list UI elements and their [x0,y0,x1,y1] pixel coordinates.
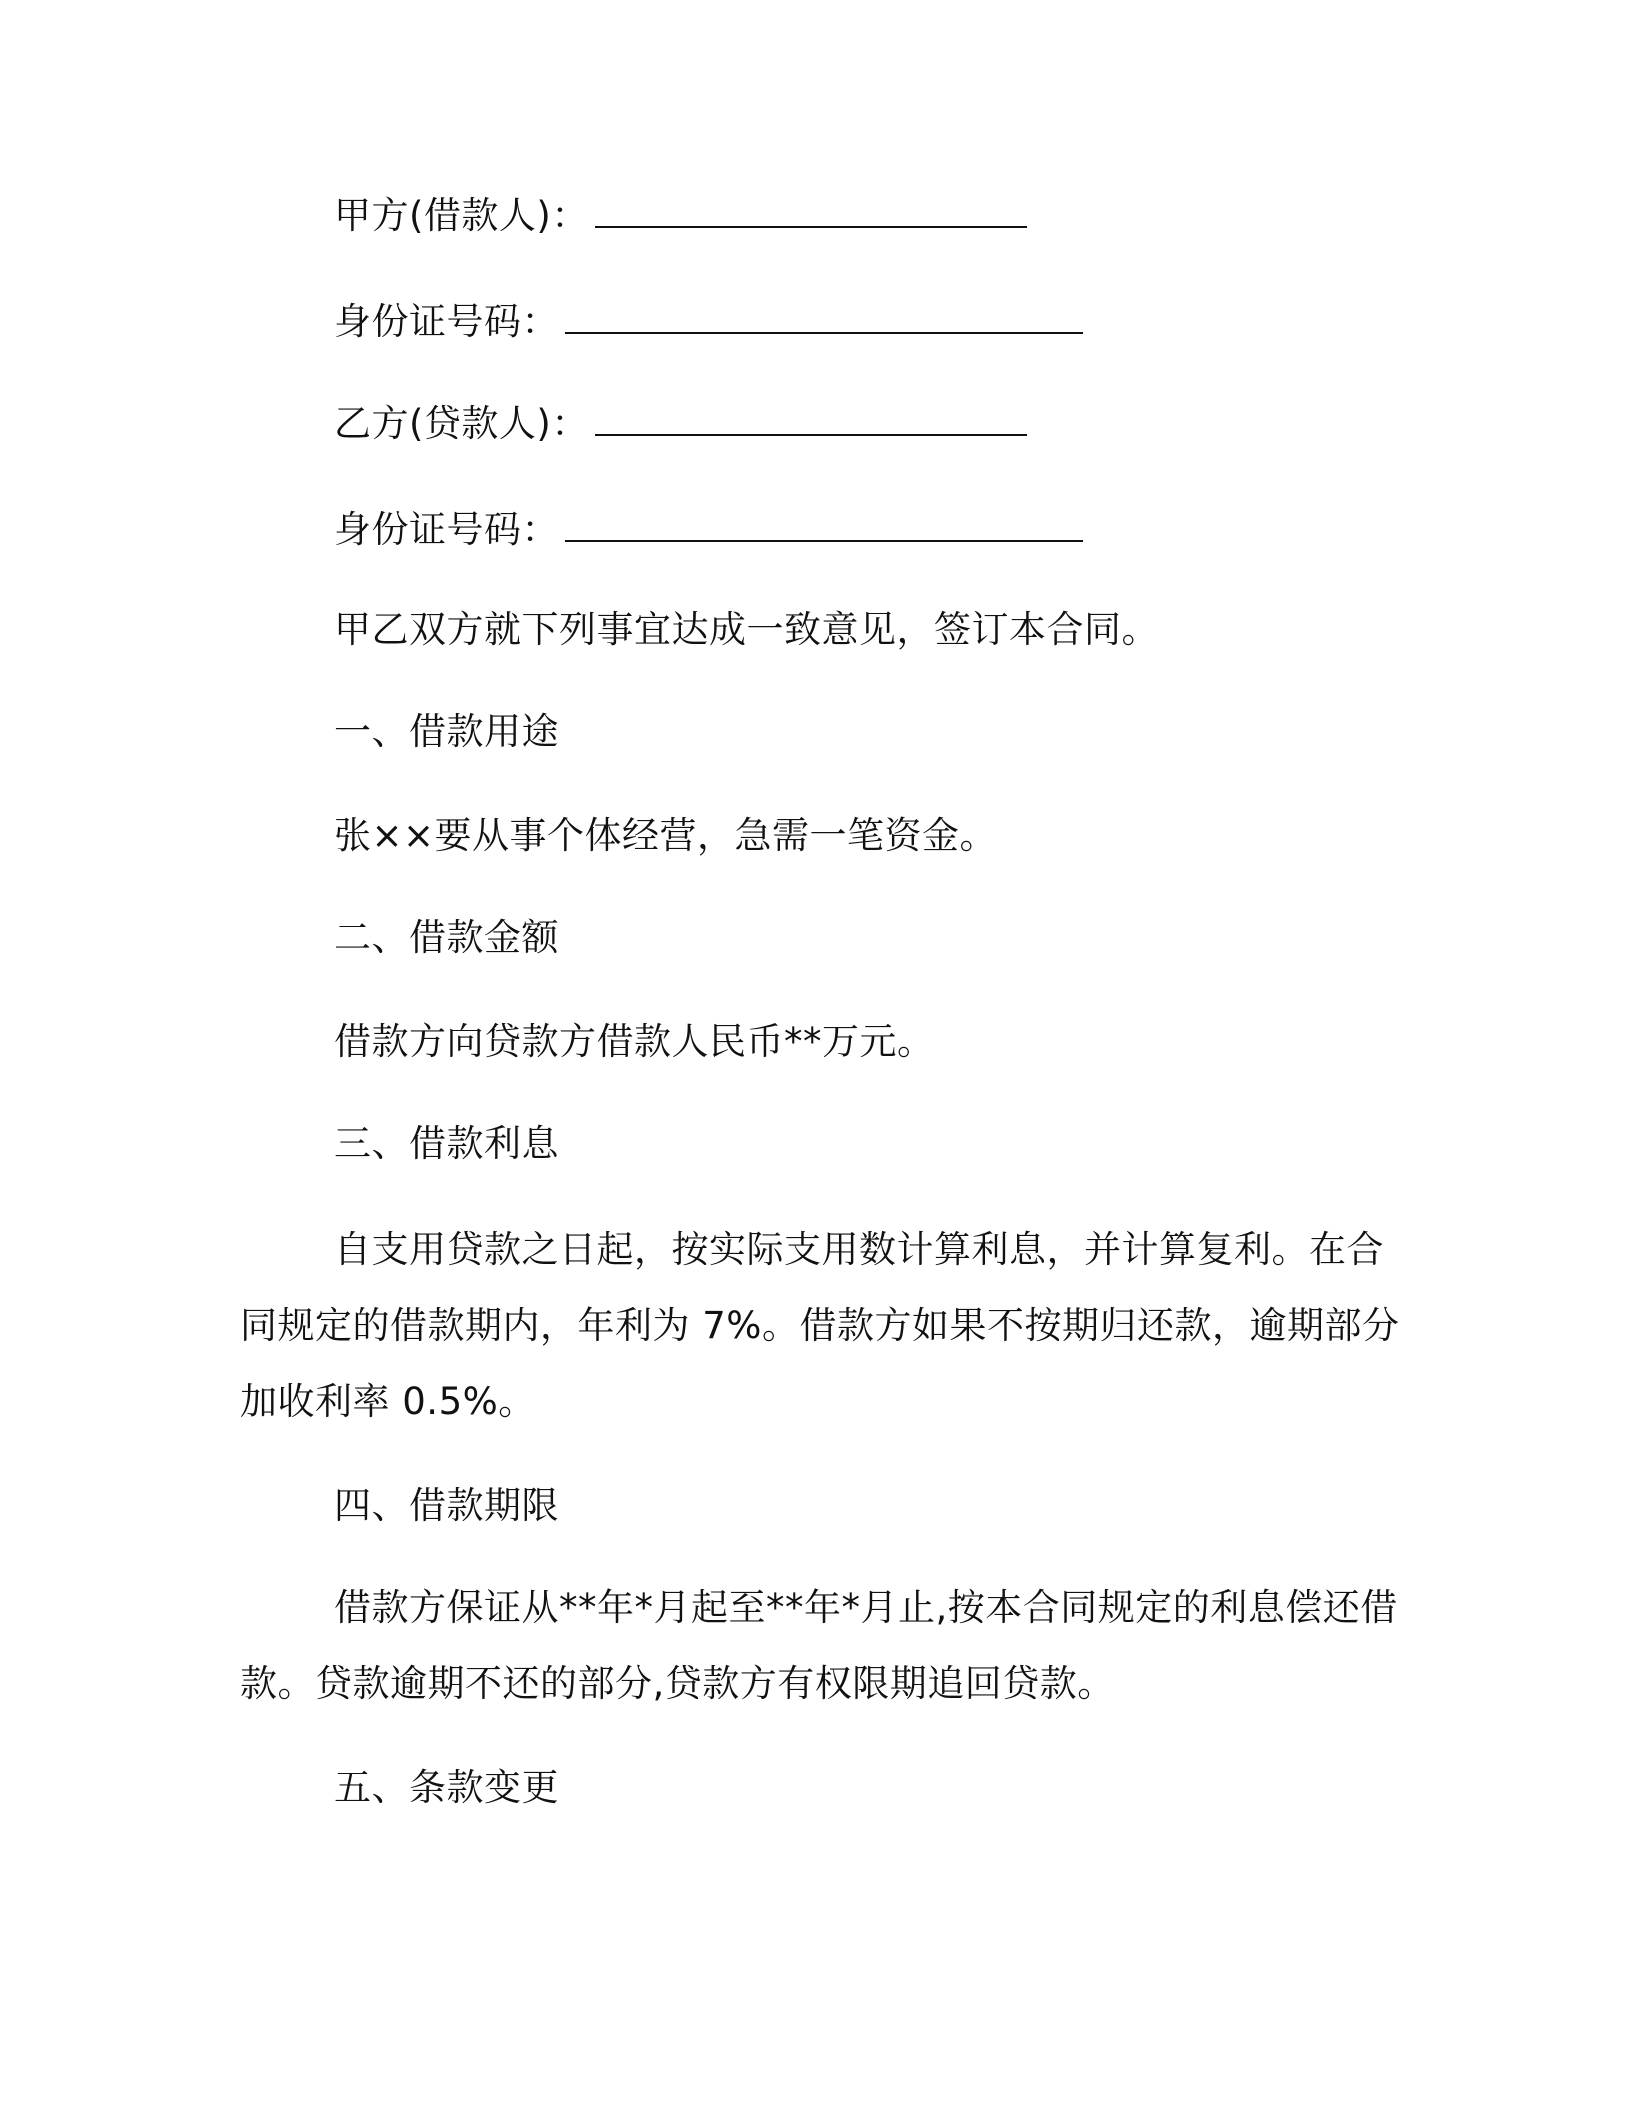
party-a-field [334,192,1027,240]
party-a-label: 甲方(借款人)： [334,194,589,237]
party-a-id-blank [565,302,1083,334]
section-body-interest-line-2: 同规定的借款期内，年利为 7%。借款方如果不按期归还款，逾期部分 [240,1304,1400,1347]
section-body-interest-line-3: 加收利率 0.5%。 [240,1380,536,1423]
section-heading-amendment: 五、条款变更 [334,1766,559,1809]
section-heading-purpose: 一、借款用途 [334,710,559,753]
party-b-id-label: 身份证号码： [334,508,559,551]
section-body-term-line-1: 借款方保证从**年*月起至**年*月止,按本合同规定的利息偿还借 [334,1586,1398,1629]
section-body-interest-line-1: 自支用贷款之日起，按实际支用数计算利息，并计算复利。在合 [334,1228,1384,1271]
section-body-term-line-2: 款。贷款逾期不还的部分,贷款方有权限期追回贷款。 [240,1662,1115,1705]
party-b-id-blank [565,510,1083,542]
party-a-id-field [334,298,1083,346]
party-b-label: 乙方(贷款人)： [334,402,589,445]
section-body-purpose: 张××要从事个体经营，急需一笔资金。 [334,814,998,857]
party-a-id-label: 身份证号码： [334,300,559,343]
section-body-amount: 借款方向贷款方借款人民币**万元。 [334,1020,935,1063]
section-heading-interest: 三、借款利息 [334,1122,559,1165]
section-heading-amount: 二、借款金额 [334,916,559,959]
party-b-blank [595,404,1027,436]
party-b-field [334,400,1027,448]
party-a-blank [595,196,1027,228]
party-b-id-field [334,506,1083,554]
intro-paragraph: 甲乙双方就下列事宜达成一致意见，签订本合同。 [334,608,1159,651]
section-heading-term: 四、借款期限 [334,1484,559,1527]
